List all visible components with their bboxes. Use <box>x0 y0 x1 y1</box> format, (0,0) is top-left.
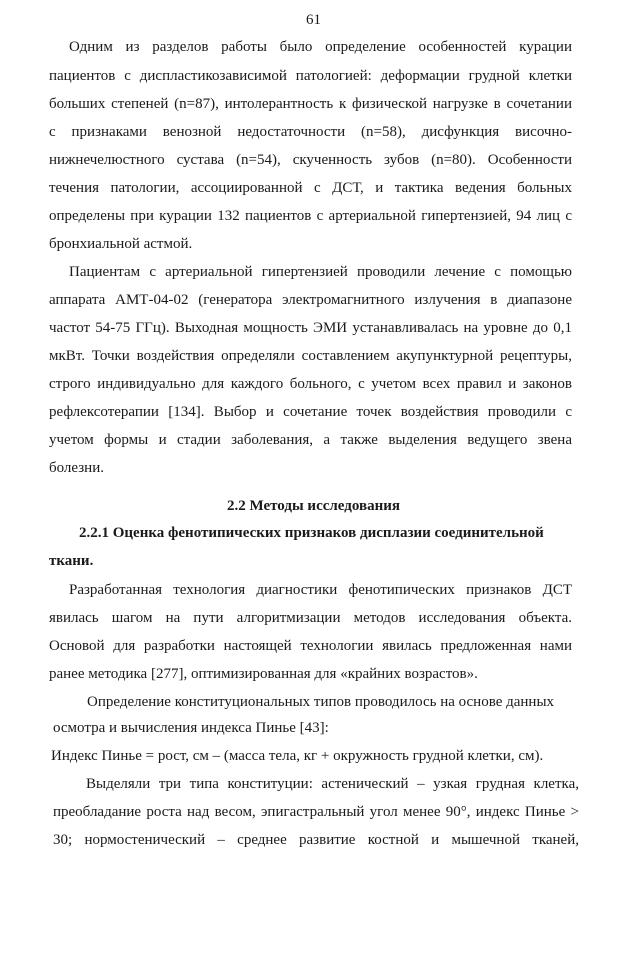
paragraph-3-line-3: Основой для разработки настоящей технологии явилась предложенная нами <box>49 638 572 654</box>
paragraph-2-line-6: рефлексотерапии [134]. Выбор и сочетание точек воздействия проводили с <box>49 404 572 420</box>
paragraph-2-line-8: болезни. <box>49 460 104 476</box>
section-heading: 2.2 Методы исследования <box>227 498 400 514</box>
paragraph-3-line-4: ранее методика [277], оптимизированная для «крайних возрастов». <box>49 666 478 682</box>
paragraph-1-line-7: определены при курации 132 пациентов с артериальной гипертензией, 94 лиц с <box>49 208 572 224</box>
paragraph-5-line-1: Выделяли три типа конституции: астенический – узкая грудная клетка, <box>86 776 579 792</box>
paragraph-2-line-3: частот 54-75 ГГц). Выходная мощность ЭМИ устанавливалась на уровне до 0,1 <box>49 320 572 336</box>
paragraph-3-line-2: явилась шагом на пути алгоритмизации методов исследования объекта. <box>49 610 572 626</box>
subsection-heading-line-2: ткани. <box>49 553 94 569</box>
paragraph-2-line-7: учетом формы и стадии заболевания, а также выделения ведущего звена <box>49 432 572 448</box>
paragraph-1-line-5: нижнечелюстного сустава (n=54), скученность зубов (n=80). Особенности <box>49 152 572 168</box>
paragraph-1-line-6: течения патологии, ассоциированной с ДСТ, и тактика ведения больных <box>49 180 572 196</box>
paragraph-5-line-2: преобладание роста над весом, эпигастральный угол менее 90°, индекс Пинье > <box>53 804 579 820</box>
paragraph-2-line-2: аппарата АМТ-04-02 (генератора электромагнитного излучения в диапазоне <box>49 292 572 308</box>
paragraph-1-line-3: больших степеней (n=87), интолерантность к физической нагрузке в сочетании <box>49 96 572 112</box>
paragraph-4-line-1: Определение конституциональных типов проводилось на основе данных <box>87 694 555 710</box>
paragraph-2-line-4: мкВт. Точки воздействия определяли составлением акупунктурной рецептуры, <box>49 348 572 364</box>
paragraph-1-line-4: с признаками венозной недостаточности (n=58), дисфункция височно- <box>49 124 572 140</box>
paragraph-2-line-1: Пациентам с артериальной гипертензией проводили лечение с помощью <box>69 264 572 280</box>
paragraph-1-line-1: Одним из разделов работы было определение особенностей курации <box>69 39 572 55</box>
page-number: 61 <box>306 12 321 28</box>
paragraph-1-line-2: пациентов с диспластикозависимой патологией: деформации грудной клетки <box>49 68 572 84</box>
paragraph-1-line-8: бронхиальной астмой. <box>49 236 193 252</box>
subsection-heading-line-1: 2.2.1 Оценка фенотипических признаков дисплазии соединительной <box>79 525 544 541</box>
paragraph-4-line-2: осмотра и вычисления индекса Пинье [43]: <box>53 720 329 736</box>
pignet-index-formula: Индекс Пинье = рост, см – (масса тела, кг + окружность грудной клетки, см). <box>51 748 544 764</box>
paragraph-2-line-5: строго индивидуально для каждого больного, с учетом всех правил и законов <box>49 376 572 392</box>
paragraph-5-line-3: 30; нормостенический – среднее развитие костной и мышечной тканей, <box>53 832 579 848</box>
paragraph-3-line-1: Разработанная технология диагностики фенотипических признаков ДСТ <box>69 582 572 598</box>
